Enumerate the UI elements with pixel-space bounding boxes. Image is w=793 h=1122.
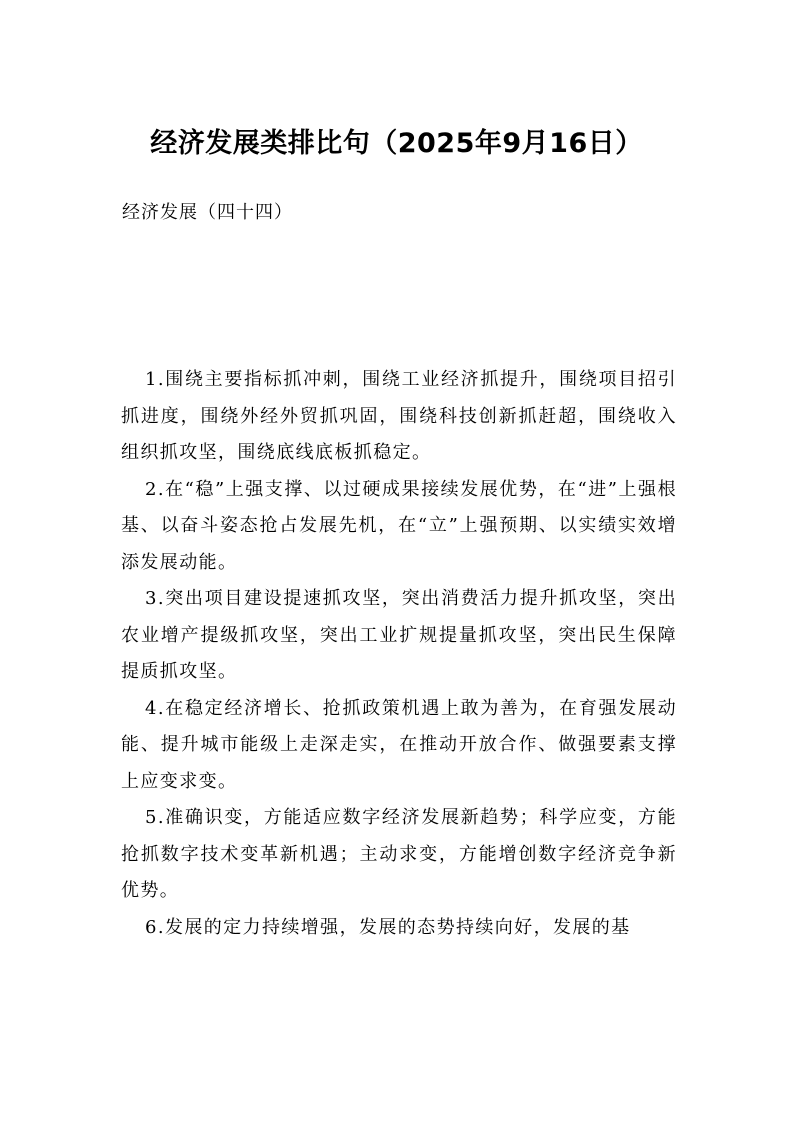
- paragraph-5: 5.准确识变，方能适应数字经济发展新趋势；科学应变，方能抢抓数字技术变革新机遇；主动求变，方能增创数字经济竞争新优势。: [121, 807, 677, 901]
- paragraph-2: 2.在“稳”上强支撑、以过硬成果接续发展优势，在“进”上强根基、以奋斗姿态抢占发展先机，在“立”上强预期、以实绩实效增添发展动能。: [121, 478, 677, 573]
- document-title: 经济发展类排比句（2025年9月16日）: [150, 128, 643, 159]
- paragraph-4: 4.在稳定经济增长、抢抓政策机遇上敢为善为，在育强发展动能、提升城市能级上走深走实，在推动开放合作、做强要素支撑上应变求变。: [121, 697, 677, 792]
- paragraph-1: 1.围绕主要指标抓冲刺，围绕工业经济抓提升，围绕项目招引抓进度，围绕外经外贸抓巩固，围绕科技创新抓赶超，围绕收入组织抓攻坚，围绕底线底板抓稳定。: [121, 369, 677, 463]
- document-body: [121, 362, 677, 946]
- paragraph-6: 6.发展的定力持续增强，发展的态势持续向好，发展的基: [145, 916, 631, 938]
- paragraph-3: 3.突出项目建设提速抓攻坚，突出消费活力提升抓攻坚，突出农业增产提级抓攻坚，突出工业扩规提量抓攻坚，突出民生保障提质抓攻坚。: [121, 588, 677, 682]
- section-subheading: 经济发展（四十四）: [122, 202, 293, 223]
